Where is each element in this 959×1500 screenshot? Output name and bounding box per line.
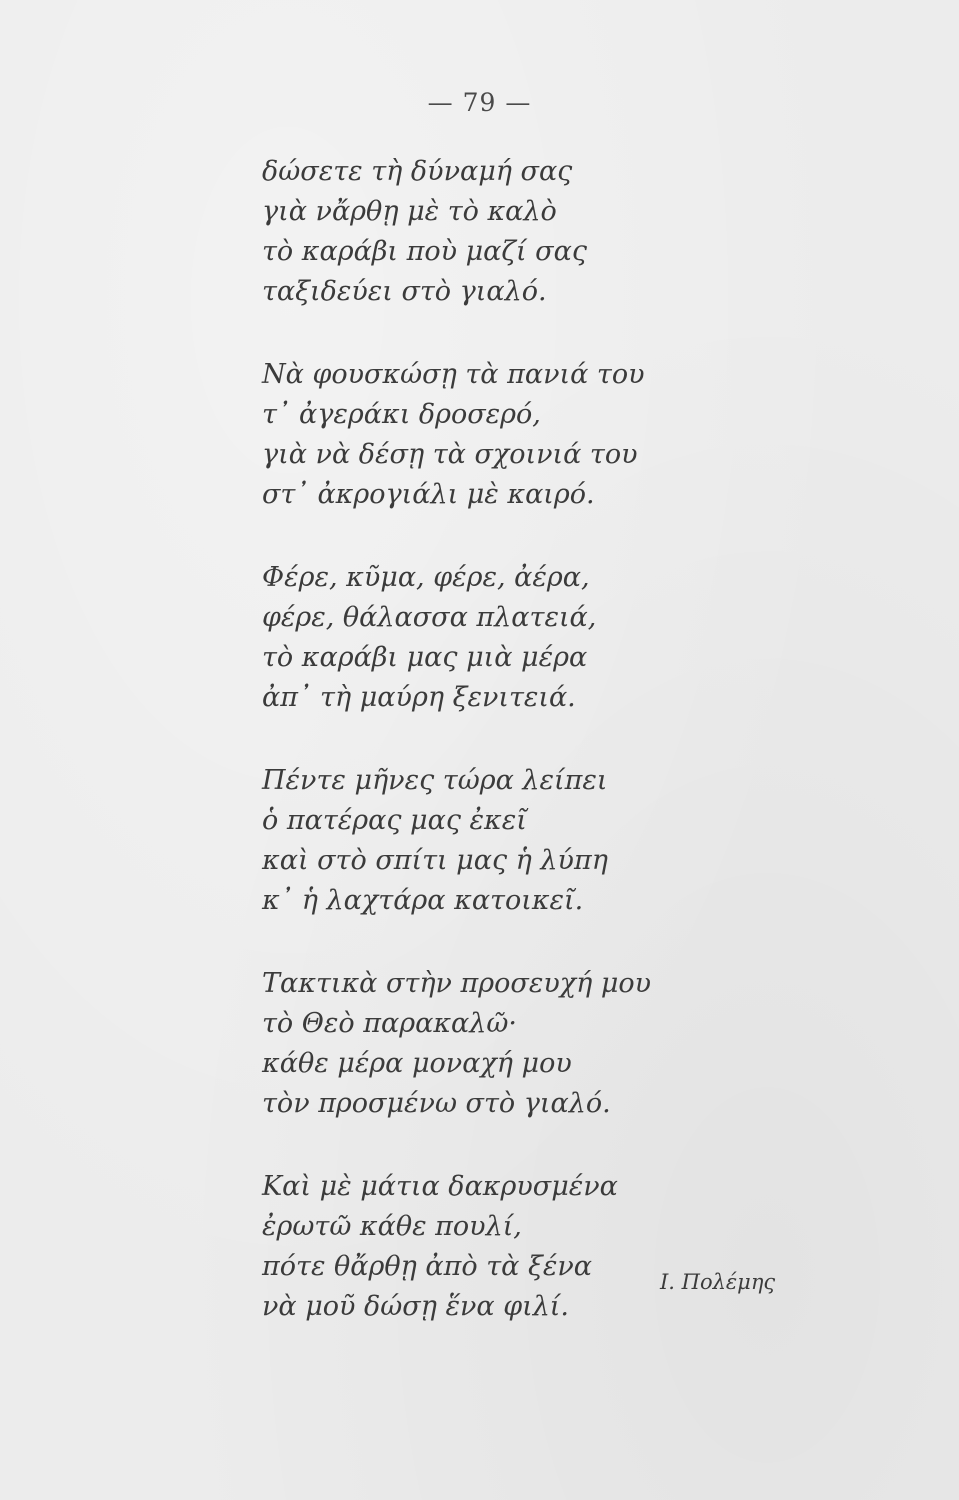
poem-line: Τακτικὰ στὴν προσευχή μου: [262, 968, 652, 999]
poem-line: στ᾿ ἀκρογιάλι μὲ καιρό.: [262, 479, 595, 510]
poem-line: τ᾿ ἀγεράκι δροσερό,: [262, 399, 541, 430]
poem-line: τὸν προσμένω στὸ γιαλό.: [262, 1088, 611, 1119]
poem-line: Φέρε, κῦμα, φέρε, ἀέρα,: [262, 562, 590, 593]
poem-line: τὸ καράβι μας μιὰ μέρα: [262, 642, 588, 673]
poem-line: Πέντε μῆνες τώρα λείπει: [262, 765, 608, 796]
poem-line: γιὰ νἄρθῃ μὲ τὸ καλὸ: [262, 196, 557, 227]
stanza: [262, 355, 822, 515]
poem-line: πότε θἄρθῃ ἀπὸ τὰ ξένα: [262, 1251, 592, 1282]
stanza: [262, 558, 822, 718]
poem-line: τὸ καράβι ποὺ μαζί σας: [262, 236, 587, 267]
poem-line: νὰ μοῦ δώσῃ ἕνα φιλί.: [262, 1291, 569, 1322]
poem-line: γιὰ νὰ δέσῃ τὰ σχοινιά του: [262, 439, 638, 470]
poem-line: ὁ πατέρας μας ἐκεῖ: [262, 805, 527, 836]
stanza: [262, 152, 822, 312]
poem-line: καὶ στὸ σπίτι μας ἡ λύπη: [262, 845, 608, 876]
stanza: [262, 761, 822, 921]
poem-line: ἀπ᾿ τὴ μαύρη ξενιτειά.: [262, 682, 576, 713]
poem-line: ἐρωτῶ κάθε πουλί,: [262, 1211, 522, 1242]
stanza: [262, 1167, 822, 1327]
poem-line: δώσετε τὴ δύναμή σας: [262, 156, 573, 187]
page-number: — 79 —: [427, 88, 532, 117]
poem-line: Νὰ φουσκώσῃ τὰ πανιά του: [262, 359, 645, 390]
poem-line: κάθε μέρα μοναχή μου: [262, 1048, 572, 1079]
stanza: [262, 964, 822, 1124]
poem-line: ταξιδεύει στὸ γιαλό.: [262, 276, 547, 307]
poem-line: Καὶ μὲ μάτια δακρυσμένα: [262, 1171, 618, 1202]
poem-line: τὸ Θεὸ παρακαλῶ·: [262, 1008, 517, 1039]
poem: [262, 152, 822, 1370]
author-signature: Ι. Πολέμης: [660, 1270, 776, 1294]
poem-line: κ᾿ ἡ λαχτάρα κατοικεῖ.: [262, 885, 584, 916]
poem-line: φέρε, θάλασσα πλατειά,: [262, 602, 597, 633]
